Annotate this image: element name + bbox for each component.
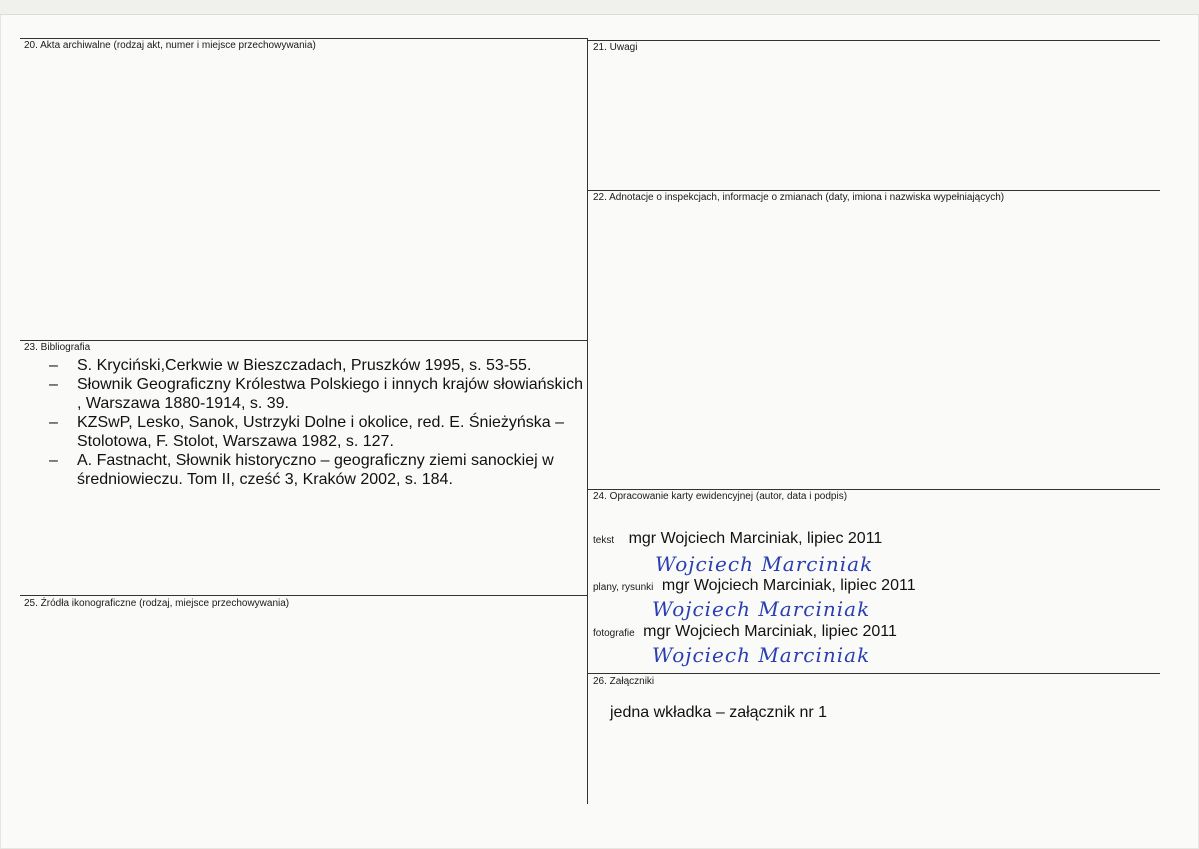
section-20-label: 20. Akta archiwalne (rodzaj akt, numer i miejsce przechowywania) bbox=[24, 40, 316, 51]
entry-text-tag: tekst bbox=[593, 535, 615, 546]
entry-text-value: mgr Wojciech Marciniak, lipiec 2011 bbox=[628, 530, 883, 547]
section-25-label: 25. Źródła ikonograficzne (rodzaj, miejsce przechowywania) bbox=[24, 598, 290, 609]
rule-top-right bbox=[587, 40, 1160, 41]
rule-24 bbox=[587, 489, 1160, 490]
attachments-value: jedna wkładka – załącznik nr 1 bbox=[610, 704, 828, 721]
section-24-label: 24. Opracowanie karty ewidencyjnej (autor, data i podpis) bbox=[593, 491, 848, 502]
signature-plans-script: Wojciech Marciniak bbox=[652, 597, 871, 621]
entry-photos-tag: fotografie bbox=[593, 628, 635, 639]
entry-plans bbox=[593, 577, 916, 595]
rule-top-left bbox=[20, 38, 587, 39]
section-22-label: 22. Adnotacje o inspekcjach, informacje o zmianach (daty, imiona i nazwiska wypełniających) bbox=[593, 192, 1005, 203]
bibliography-item: – Słownik Geograficzny Królestwa Polskiego i innych krajów słowiańskich , Warszawa 1880-1914, s. 39. bbox=[40, 375, 590, 413]
signature-photos bbox=[652, 643, 870, 667]
entry-plans-value: mgr Wojciech Marciniak, lipiec 2011 bbox=[661, 577, 916, 594]
rule-26 bbox=[587, 673, 1160, 674]
rule-25 bbox=[20, 595, 587, 596]
signature-plans bbox=[652, 597, 870, 621]
rule-23 bbox=[20, 340, 587, 341]
signature-text-script: Wojciech Marciniak bbox=[655, 552, 874, 576]
bibliography-item: – KZSwP, Lesko, Sanok, Ustrzyki Dolne i okolice, red. E. Śnieżyńska – Stolotowa, F. Stolot, Warszawa 1982, s. 127. bbox=[40, 413, 590, 451]
section-26-label: 26. Załączniki bbox=[593, 676, 655, 687]
signature-text bbox=[655, 552, 873, 576]
entry-text bbox=[593, 530, 882, 548]
bibliography-list bbox=[40, 356, 590, 489]
section-21-label: 21. Uwagi bbox=[593, 42, 638, 53]
bibliography-item: – A. Fastnacht, Słownik historyczno – geograficzny ziemi sanockiej w średniowieczu. Tom II, cześć 3, Kraków 2002, s. 184. bbox=[40, 451, 590, 489]
entry-plans-tag: plany, rysunki bbox=[593, 582, 654, 593]
bibliography-item: – S. Kryciński,Cerkwie w Bieszczadach, Pruszków 1995, s. 53-55. bbox=[40, 356, 590, 375]
section-23-label: 23. Bibliografia bbox=[24, 342, 91, 353]
signature-photos-script: Wojciech Marciniak bbox=[652, 643, 871, 667]
entry-photos bbox=[593, 623, 897, 641]
rule-22 bbox=[587, 190, 1160, 191]
scan-top-edge bbox=[0, 0, 1199, 15]
entry-photos-value: mgr Wojciech Marciniak, lipiec 2011 bbox=[643, 623, 897, 640]
